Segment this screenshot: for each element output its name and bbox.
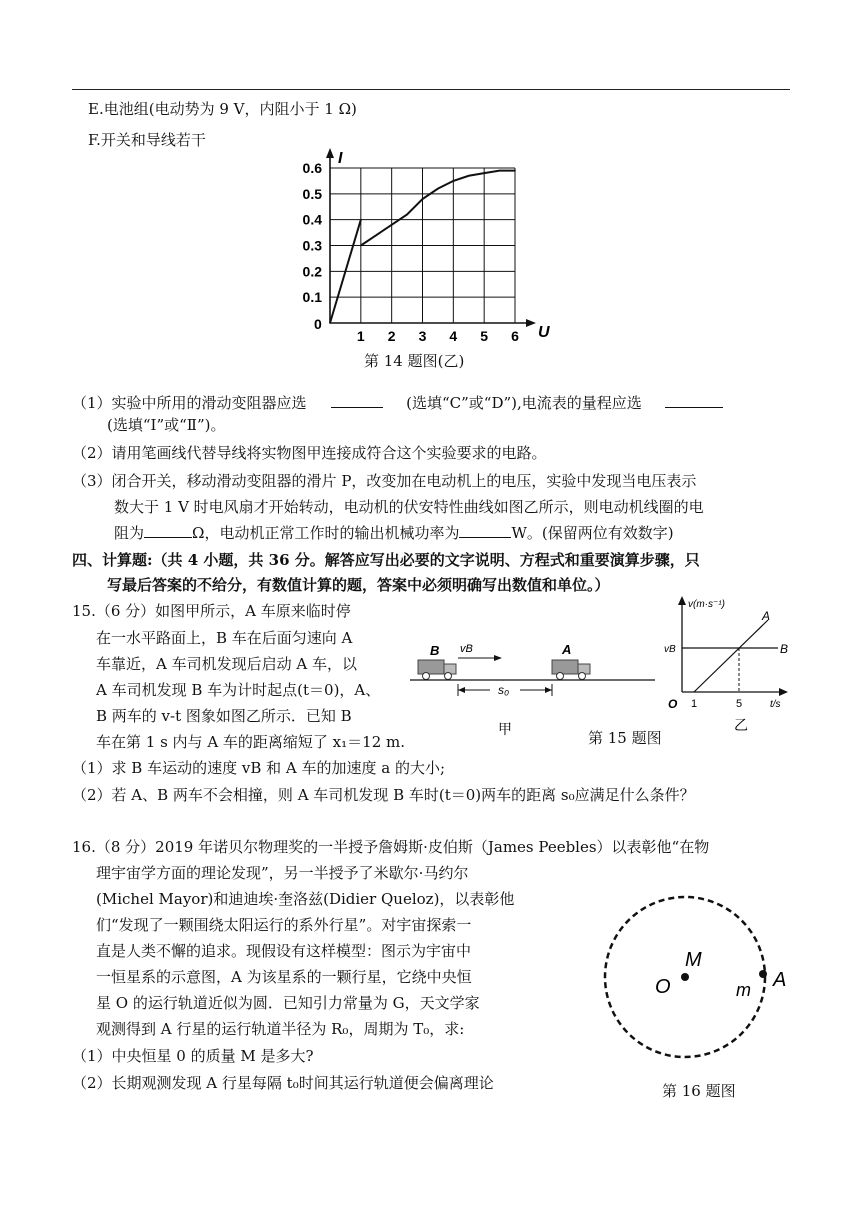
blank-rheostat[interactable] (331, 393, 383, 408)
option-e: E.电池组(电动势为 9 V，内阻小于 1 Ω) (88, 100, 357, 118)
q16-line4: 们“发现了一颗围绕太阳运行的系外行星”。对宇宙探索一 (96, 916, 472, 934)
origin-o: O (668, 697, 678, 711)
data-point (453, 180, 455, 182)
q16-line7: 星 O 的运行轨道近似为圆．已知引力常量为 G，天文学家 (96, 994, 480, 1012)
y-axis-arrow (326, 148, 334, 158)
data-point (468, 175, 470, 177)
data-point (483, 172, 485, 174)
data-point (360, 219, 362, 221)
t-axis-label: t/s (770, 699, 781, 710)
q14-part3-line1: （3）闭合开关，移动滑动变阻器的滑片 P，改变加在电动机上的电压，实验中发现当电压表示 (72, 472, 697, 490)
planet-a-label: A (773, 969, 787, 991)
car-a-label: A (562, 642, 572, 657)
q14-part3-line2: 数大于 1 V 时电风扇才开始转动，电动机的伏安特性曲线如图乙所示，则电动机线圈的电 (114, 498, 704, 516)
v-axis-label: v(m·s⁻¹) (688, 599, 725, 610)
line-a-label: A (762, 609, 771, 623)
planet-a-dot (759, 970, 767, 978)
x-tick-label: 5 (480, 328, 489, 344)
q16-sub1: （1）中央恒星 0 的质量 M 是多大? (72, 1047, 314, 1065)
data-point (391, 224, 393, 226)
q16-line6: 一恒星系的示意图，A 为该星系的一颗行星，它绕中央恒 (96, 968, 472, 986)
vb-label: vB (460, 643, 473, 655)
q14-part2: （2）请用笔画线代替导线将实物图甲连接成符合这个实验要求的电路。 (72, 444, 547, 462)
q14-part1 (72, 392, 723, 413)
data-point (360, 245, 362, 247)
origin-label: 0 (314, 316, 322, 332)
y-tick-label: 0.3 (302, 237, 322, 254)
y-tick-label: 0.5 (302, 185, 322, 202)
fig15-yi-label: 乙 (734, 717, 748, 733)
fig15-jia-label: 甲 (498, 721, 512, 737)
y-tick-label: 0.6 (302, 160, 322, 176)
x-tick-label: 4 (449, 328, 458, 344)
axis-label-i: I (338, 150, 343, 167)
q14-p1a: （1）实验中所用的滑动变阻器应选 (72, 394, 307, 412)
data-point (329, 322, 331, 324)
fig15-yi-vt-graph (660, 592, 800, 742)
q14-p1c: (选填“Ⅰ”或“Ⅱ”)。 (107, 416, 226, 434)
chart-grid (330, 168, 515, 323)
q16-line5: 直是人类不懈的追求。现假设有这样模型：图示为宇宙中 (96, 942, 472, 960)
vb-tick-label: vB (664, 644, 676, 655)
fig16-caption: 第 16 题图 (662, 1082, 736, 1100)
star-o-label: O (655, 976, 671, 998)
x-tick-label: 6 (511, 328, 519, 344)
mass-small-m-label: m (736, 980, 751, 1000)
q15-line3: 车靠近，A 车司机发现后启动 A 车，以 (96, 655, 357, 673)
header-rule (72, 89, 790, 90)
data-point (437, 188, 439, 190)
q15-sub2: （2）若 A、B 两车不会相撞，则 A 车司机发现 B 车时(t＝0)两车的距离 s₀应满足什么条件？ (72, 786, 695, 804)
section4-desc: 写最后答案的不给分，有数值计算的题，答案中必须明确写出数值和单位。） (107, 576, 610, 594)
mass-m-label: M (685, 949, 702, 971)
car-a-icon (552, 660, 590, 680)
fig14-iu-chart (290, 145, 560, 345)
y-tick-label: 0.4 (302, 211, 322, 228)
q15-line2: 在一水平路面上，B 车在后面匀速向 A (96, 629, 353, 647)
fig14-caption: 第 14 题图(乙) (364, 352, 465, 370)
q16-line1: 16.（8 分）2019 年诺贝尔物理奖的一半授予詹姆斯·皮伯斯（James Peebles）以表彰他“在物 (72, 838, 710, 856)
section4-title: 四、计算题:（共 4 小题，共 36 分。解答应写出必要的文字说明、方程式和重要演算步骤，只 (72, 551, 700, 569)
q15-sub1: （1）求 B 车运动的速度 vB 和 A 车的加速度 a 的大小; (72, 759, 446, 777)
q14-p1b: (选填“C”或“D”),电流表的量程应选 (406, 394, 642, 412)
fig15-caption: 第 15 题图 (588, 729, 662, 747)
t1-label: 1 (691, 698, 698, 710)
q16-line3: (Michel Mayor)和迪迪埃·奎洛兹(Didier Queloz)，以表彰他 (96, 890, 515, 908)
line-a (694, 620, 768, 692)
line-b-label: B (780, 642, 789, 656)
q16-line2: 理宇宙学方面的理论发现”，另一半授予了米歇尔·马约尔 (96, 864, 469, 882)
data-point (514, 170, 516, 172)
x-axis-arrow (526, 319, 536, 327)
s0-label: s₀ (498, 683, 510, 697)
car-b-icon (418, 660, 456, 680)
iu-series-1 (361, 171, 515, 246)
y-tick-label: 0.2 (302, 263, 322, 280)
data-point (499, 170, 501, 172)
q15-line1: 15.（6 分）如图甲所示，A 车原来临时停 (72, 602, 351, 620)
axis-label-u: U (538, 324, 550, 341)
q15-line5: B 两车的 v-t 图象如图乙所示．已知 B (96, 707, 352, 725)
fig16-orbit (595, 890, 805, 1080)
q14-part3-line3: 阻为 Ω，电动机正常工作时的输出机械功率为 W。(保留两位有效数字) (114, 524, 674, 542)
option-f: F.开关和导线若干 (88, 131, 206, 149)
fig15-jia-cars (410, 630, 660, 740)
blank-ammeter-range[interactable] (665, 393, 723, 408)
star-o-dot (681, 973, 689, 981)
data-point (422, 198, 424, 200)
q16-line8: 观测得到 A 行星的运行轨道半径为 R₀，周期为 T₀，求: (96, 1020, 465, 1038)
x-tick-label: 3 (418, 328, 427, 344)
data-point (406, 214, 408, 216)
q15-line4: A 车司机发现 B 车为计时起点(t＝0)，A、 (96, 681, 381, 699)
data-point (375, 234, 377, 236)
q15-line6: 车在第 1 s 内与 A 车的距离缩短了 x₁＝12 m. (96, 733, 406, 751)
t5-label: 5 (736, 698, 743, 710)
car-b-label: B (430, 643, 440, 658)
blank-power[interactable] (459, 523, 511, 538)
x-tick-label: 1 (356, 328, 365, 344)
y-tick-label: 0.1 (302, 289, 322, 306)
x-tick-label: 2 (387, 328, 396, 344)
blank-resistance[interactable] (144, 523, 192, 538)
q16-sub2: （2）长期观测发现 A 行星每隔 t₀时间其运行轨道便会偏离理论 (72, 1074, 494, 1092)
